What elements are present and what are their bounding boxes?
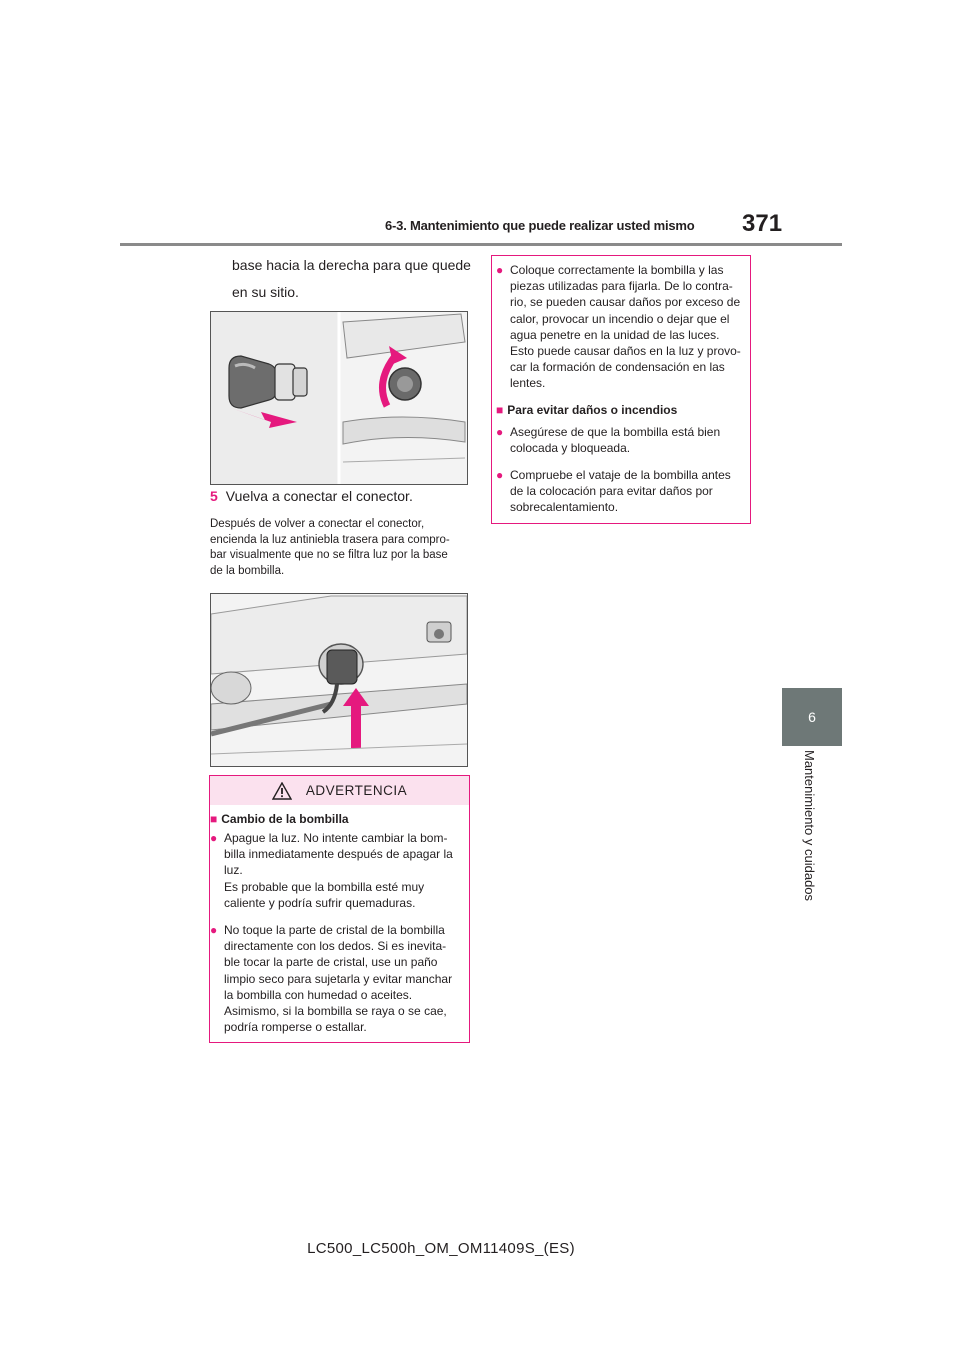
- footer-text: LC500_LC500h_OM_OM11409S_(ES): [307, 1240, 575, 1257]
- step-5: [210, 488, 413, 504]
- step-number: 5: [210, 488, 218, 504]
- square-marker-icon: ■: [496, 403, 504, 417]
- note-line: bar visualmente que no se filtra luz por la base: [210, 549, 448, 561]
- bullet-line: de la colocación para evitar daños por: [510, 484, 713, 499]
- chapter-number: 6: [808, 709, 816, 725]
- warning-title: ADVERTENCIA: [305, 783, 408, 798]
- bullet-line: agua penetre en la unidad de las luces.: [510, 327, 720, 342]
- caution-subhead: [496, 403, 677, 417]
- bullet-line: Asegúrese de que la bombilla está bien: [510, 425, 721, 439]
- continuation-text: [232, 252, 472, 306]
- bullet-line: piezas utilizadas para fijarla. De lo contra-: [510, 279, 733, 294]
- bullet-line: limpio seco para sujetarla y evitar manchar: [224, 971, 453, 986]
- bullet-line: No toque la parte de cristal de la bombilla: [224, 923, 445, 937]
- header-section-title: 6-3. Mantenimiento que puede realizar usted mismo: [385, 218, 695, 233]
- bullet-line: ble tocar la parte de cristal, use un paño: [224, 955, 438, 970]
- warning-subhead: [210, 812, 349, 826]
- caution-subhead-text: Para evitar daños o incendios: [507, 403, 678, 417]
- bullet-line: Compruebe el vataje de la bombilla antes: [510, 468, 731, 482]
- bullet-line: billa inmediatamente después de apagar la: [224, 847, 453, 862]
- bullet-line: Esto puede causar daños en la luz y provo-: [510, 344, 741, 359]
- bullet-line: caliente y podría sufrir quemaduras.: [224, 895, 416, 910]
- bullet-line: la bombilla con humedad o aceites.: [224, 987, 413, 1002]
- step-text: Vuelva a conectar el conector.: [225, 488, 413, 504]
- bullet-dot-icon: ●: [496, 425, 504, 439]
- connector-reconnect-illustration: [210, 593, 468, 767]
- note-line: encienda la luz antiniebla trasera para compro-: [210, 533, 450, 546]
- warning-box: [209, 775, 470, 1043]
- bullet-line: sobrecalentamiento.: [510, 500, 619, 515]
- note-line: de la bombilla.: [210, 564, 285, 577]
- caution-continuation-box: [491, 255, 751, 524]
- chapter-tab: [782, 688, 842, 746]
- bullet-dot-icon: ●: [210, 831, 218, 845]
- page-number: 371: [742, 210, 783, 237]
- bullet-line: rio, se pueden causar daños por exceso de: [510, 295, 741, 310]
- header-rule: [120, 243, 842, 246]
- chapter-title-text: Mantenimiento y cuidados: [802, 750, 817, 902]
- caution-bullet-3: [496, 467, 758, 516]
- bullet-line: colocada y bloqueada.: [510, 441, 631, 456]
- bullet-line: Asimismo, si la bombilla se raya o se cae,: [224, 1004, 447, 1019]
- warning-header: [210, 776, 469, 805]
- bullet-line: Es probable que la bombilla esté muy: [224, 879, 425, 894]
- bullet-dot-icon: ●: [496, 468, 504, 482]
- square-marker-icon: ■: [210, 812, 218, 826]
- bullet-line: calor, provocar un incendio o dejar que el: [510, 311, 730, 326]
- step-note: [210, 517, 468, 579]
- bullet-line: Coloque correctamente la bombilla y las: [510, 263, 724, 277]
- continuation-line-1: base hacia la derecha para que quede: [232, 257, 471, 273]
- bullet-dot-icon: ●: [210, 923, 218, 937]
- bullet-line: lentes.: [510, 376, 546, 391]
- bullet-line: Apague la luz. No intente cambiar la bom-: [224, 831, 448, 845]
- caution-bullet-1: [496, 262, 758, 392]
- continuation-line-2: en su sitio.: [232, 284, 299, 300]
- bulb-removal-illustration: [210, 311, 468, 485]
- warning-subhead-text: Cambio de la bombilla: [221, 812, 349, 826]
- warning-triangle-icon: [272, 782, 292, 800]
- warning-bullet-2: [210, 922, 474, 1035]
- bullet-line: directamente con los dedos. Si es inevita-: [224, 939, 447, 954]
- bullet-line: car la formación de condensación en las: [510, 360, 725, 375]
- warning-bullet-1: [210, 830, 474, 911]
- chapter-title: [802, 750, 824, 910]
- footer: [0, 1240, 960, 1257]
- note-line: Después de volver a conectar el conector,: [210, 518, 425, 530]
- bullet-line: podría romperse o estallar.: [224, 1020, 367, 1035]
- caution-bullet-2: [496, 424, 758, 456]
- bullet-dot-icon: ●: [496, 263, 504, 277]
- bullet-line: luz.: [224, 863, 243, 878]
